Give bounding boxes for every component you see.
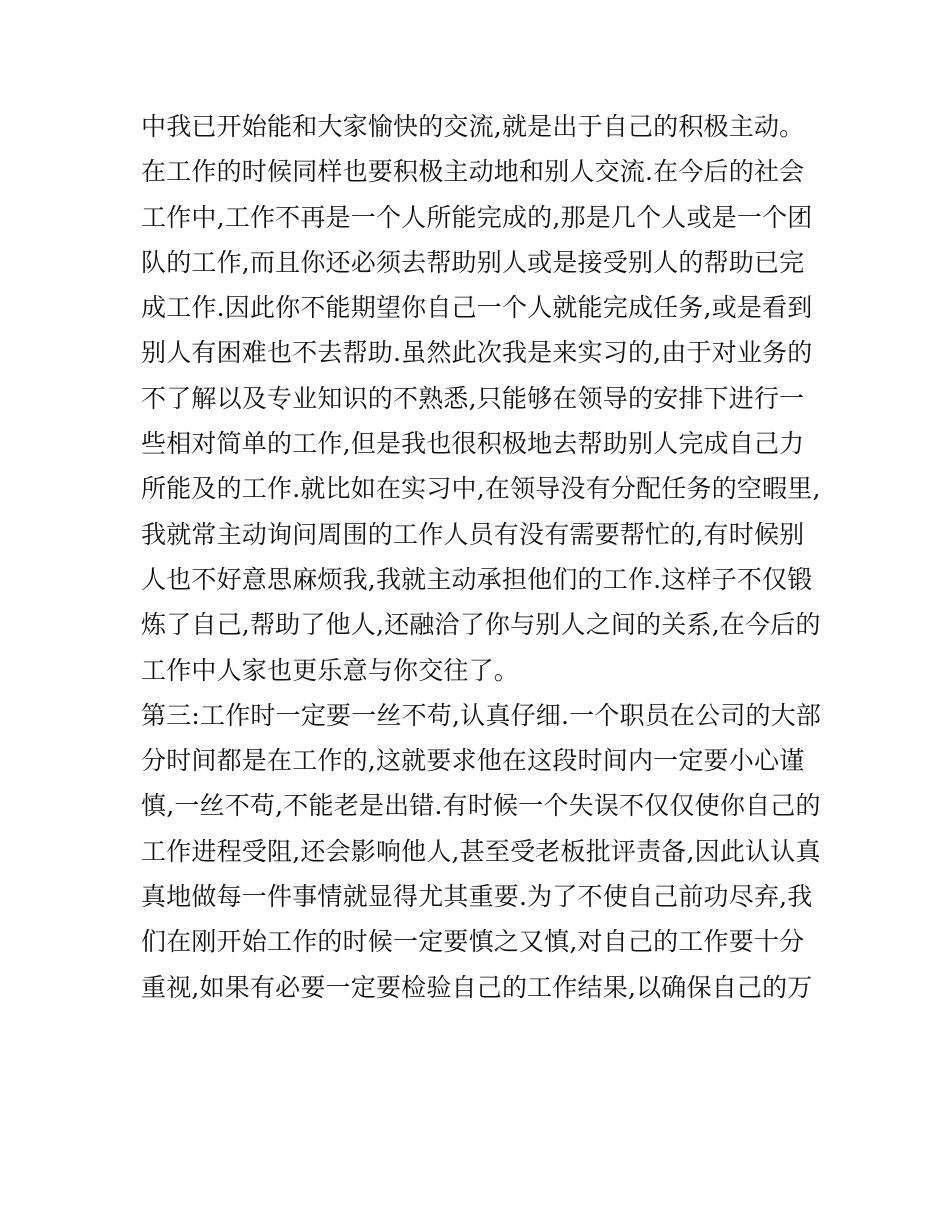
text-line-9: 所能及的工作.就比如在实习中,在领导没有分配任务的空暇里, [141, 474, 821, 504]
text-line-18: 真地做每一件事情就显得尤其重要.为了不使自己前功尽弃,我 [141, 882, 813, 912]
text-line-1: 中我已开始能和大家愉快的交流,就是出于自己的积极主动。 [141, 112, 805, 141]
text-line-14: 第三:工作时一定要一丝不苟,认真仔细.一个职员在公司的大部 [141, 700, 822, 730]
text-line-8: 些相对简单的工作,但是我也很积极地去帮助别人完成自己力 [141, 429, 805, 459]
text-line-2: 在工作的时候同样也要积极主动地和别人交流.在今后的社会 [141, 157, 805, 187]
text-line-13: 工作中人家也更乐意与你交往了。 [141, 655, 520, 685]
text-line-7: 不了解以及专业知识的不熟悉,只能够在领导的安排下进行一 [141, 383, 805, 413]
text-line-5: 成工作.因此你不能期望你自己一个人就能完成任务,或是看到 [141, 293, 813, 323]
text-line-11: 人也不好意思麻烦我,我就主动承担他们的工作.这样子不仅锻 [141, 564, 813, 594]
text-line-17: 工作进程受阻,还会影响他人,甚至受老板批评责备,因此认认真 [141, 836, 821, 866]
text-line-12: 炼了自己,帮助了他人,还融洽了你与别人之间的关系,在今后的 [141, 610, 821, 640]
text-line-10: 我就常主动询问周围的工作人员有没有需要帮忙的,有时候别 [141, 519, 805, 549]
body-text [141, 104, 821, 1010]
text-line-16: 慎,一丝不苟,不能老是出错.有时候一个失误不仅仅使你自己的 [141, 791, 821, 821]
text-line-3: 工作中,工作不再是一个人所能完成的,那是几个人或是一个团 [141, 202, 813, 232]
text-line-4: 队的工作,而且你还必须去帮助别人或是接受别人的帮助已完 [141, 247, 805, 277]
text-line-15: 分时间都是在工作的,这就要求他在这段时间内一定要小心谨 [141, 746, 805, 776]
text-line-19: 们在刚开始工作的时候一定要慎之又慎,对自己的工作要十分 [141, 927, 805, 957]
text-line-6: 别人有困难也不去帮助.虽然此次我是来实习的,由于对业务的 [141, 338, 813, 368]
text-line-20: 重视,如果有必要一定要检验自己的工作结果,以确保自己的万 [141, 972, 813, 1002]
